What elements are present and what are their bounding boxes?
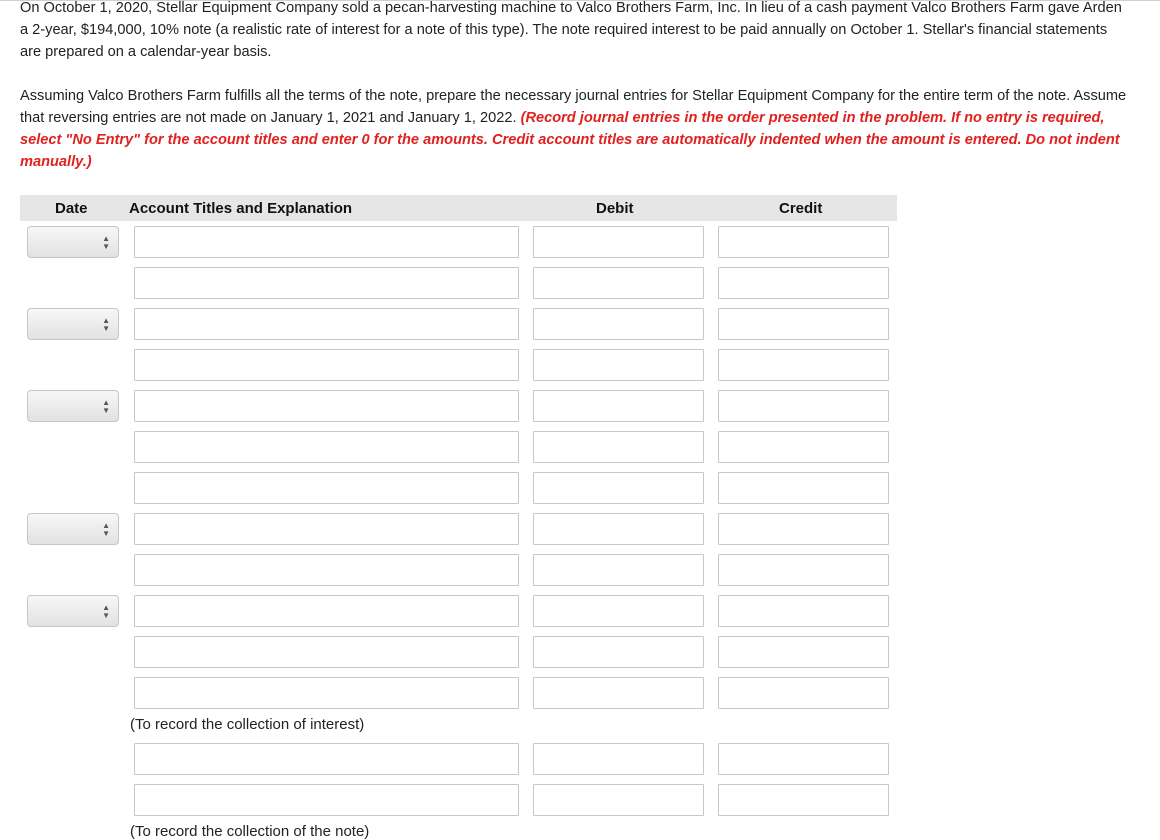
credit-input[interactable] xyxy=(718,595,889,627)
credit-input[interactable] xyxy=(718,513,889,545)
date-select[interactable] xyxy=(27,308,119,340)
credit-input[interactable] xyxy=(718,390,889,422)
select-arrows-icon: ▲ ▼ xyxy=(102,234,110,251)
debit-input[interactable] xyxy=(533,349,704,381)
problem-paragraph-2-text: Assuming Valco Brothers Farm fulfills all the terms of the note, prepare the necessary journal entries for Stellar Equipment Company for the entire term of the note. Assume that reversing entries are not made on January 1, 2021 and January 1, 2022. xyxy=(20,88,1127,126)
credit-column-header: Credit xyxy=(779,200,823,217)
date-select[interactable] xyxy=(27,595,119,627)
journal-table-header xyxy=(20,195,897,221)
account-title-input[interactable] xyxy=(134,636,519,668)
account-title-input[interactable] xyxy=(134,677,519,709)
account-title-input[interactable] xyxy=(134,554,519,586)
credit-input[interactable] xyxy=(718,784,889,816)
debit-input[interactable] xyxy=(533,743,704,775)
credit-input[interactable] xyxy=(718,636,889,668)
account-title-input[interactable] xyxy=(134,743,519,775)
problem-paragraph-1: On October 1, 2020, Stellar Equipment Company sold a pecan-harvesting machine to Valco Brothers Farm, Inc. In lieu of a cash payment Valco Brothers Farm gave Arden a 2-year, $194,000, 10% note (a realistic rate of interest for a note of this type). The note required interest to be paid annually on October 1. Stellar's financial statements are prepared on a calendar-year basis. xyxy=(20,0,1122,60)
debit-input[interactable] xyxy=(533,677,704,709)
credit-input[interactable] xyxy=(718,226,889,258)
credit-input[interactable] xyxy=(718,554,889,586)
account-title-input[interactable] xyxy=(134,308,519,340)
debit-input[interactable] xyxy=(533,308,704,340)
select-arrows-icon: ▲ ▼ xyxy=(102,521,110,538)
debit-input[interactable] xyxy=(533,226,704,258)
entry-explanation: (To record the collection of the note) xyxy=(130,823,370,840)
credit-input[interactable] xyxy=(718,308,889,340)
select-arrows-icon: ▲ ▼ xyxy=(102,603,110,620)
account-title-input[interactable] xyxy=(134,784,519,816)
debit-input[interactable] xyxy=(533,472,704,504)
account-column-header: Account Titles and Explanation xyxy=(129,200,353,217)
account-title-input[interactable] xyxy=(134,472,519,504)
debit-input[interactable] xyxy=(533,595,704,627)
debit-input[interactable] xyxy=(533,784,704,816)
debit-column-header: Debit xyxy=(596,200,634,217)
credit-input[interactable] xyxy=(718,349,889,381)
entry-explanation: (To record the collection of interest) xyxy=(130,716,365,733)
account-title-input[interactable] xyxy=(134,267,519,299)
select-arrows-icon: ▲ ▼ xyxy=(102,398,110,415)
account-title-input[interactable] xyxy=(134,390,519,422)
account-title-input[interactable] xyxy=(134,226,519,258)
account-title-input[interactable] xyxy=(134,349,519,381)
problem-paragraph-2 xyxy=(20,85,1130,173)
debit-input[interactable] xyxy=(533,636,704,668)
debit-input[interactable] xyxy=(533,267,704,299)
date-column-header: Date xyxy=(55,200,88,217)
account-title-input[interactable] xyxy=(134,431,519,463)
date-select[interactable] xyxy=(27,226,119,258)
date-select[interactable] xyxy=(27,513,119,545)
select-arrows-icon: ▲ ▼ xyxy=(102,316,110,333)
account-title-input[interactable] xyxy=(134,595,519,627)
credit-input[interactable] xyxy=(718,743,889,775)
debit-input[interactable] xyxy=(533,390,704,422)
credit-input[interactable] xyxy=(718,267,889,299)
debit-input[interactable] xyxy=(533,513,704,545)
debit-input[interactable] xyxy=(533,431,704,463)
instructions-text: (Record journal entries in the order presented in the problem. If no entry is required, select "No Entry" for the account titles and enter 0 for the amounts. Credit account titles are automatically indented when the amount is entered. Do not indent manually.) xyxy=(20,110,1120,170)
credit-input[interactable] xyxy=(718,677,889,709)
debit-input[interactable] xyxy=(533,554,704,586)
credit-input[interactable] xyxy=(718,431,889,463)
credit-input[interactable] xyxy=(718,472,889,504)
date-select[interactable] xyxy=(27,390,119,422)
account-title-input[interactable] xyxy=(134,513,519,545)
